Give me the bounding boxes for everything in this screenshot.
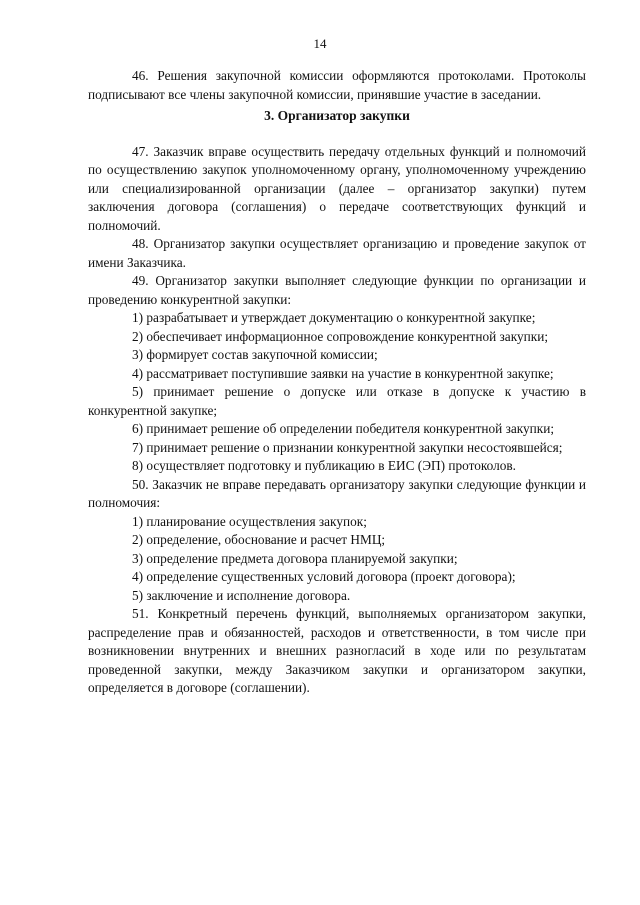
- list-item-49-2: 2) обеспечивает информационное сопровождение конкурентной закупки;: [132, 328, 549, 344]
- page-number: 14: [313, 36, 327, 51]
- paragraph-47: 47. Заказчик вправе осуществить передачу отдельных функций и полномочий по осуществлению закупок уполномоченному органу, уполномоченному учреждению или специализированной организации (далее – организатор закупки) путем заключения договора (соглашения) о передаче соответствующих функций и полномочий.: [88, 143, 586, 233]
- list-item-49-7: 7) принимает решение о признании конкурентной закупки несостоявшейся;: [132, 439, 563, 455]
- paragraph-51: 51. Конкретный перечень функций, выполняемых организатором закупки, распределение прав и обязанностей, расходов и ответственности, в том числе при возникновении внутренних и внешних разногласий в ходе или по результатам проведенной закупки, между Заказчиком закупки и организатором закупки, определяется в договоре (соглашении).: [88, 606, 586, 695]
- section-heading: 3. Организатор закупки: [264, 108, 410, 123]
- list-item-50-2: 2) определение, обоснование и расчет НМЦ;: [132, 532, 386, 547]
- list-item-50-4: 4) определение существенных условий договора (проект договора);: [132, 569, 516, 584]
- list-item-50-5: 5) заключение и исполнение договора.: [132, 587, 351, 603]
- list-item-49-8: 8) осуществляет подготовку и публикацию в ЕИС (ЭП) протоколов.: [132, 458, 516, 473]
- list-item-49-5: 5) принимает решение о допуске или отказе в допуске к участию в конкурентной закупке;: [88, 384, 586, 418]
- list-item-49-1: 1) разрабатывает и утверждает документацию о конкурентной закупке;: [132, 310, 536, 325]
- list-item-49-6: 6) принимает решение об определении победителя конкурентной закупки;: [132, 421, 555, 436]
- paragraph-49: 49. Организатор закупки выполняет следующие функции по организации и проведению конкурентной закупки:: [88, 273, 586, 307]
- paragraph-50: 50. Заказчик не вправе передавать организатору закупки следующие функции и полномочия:: [88, 476, 586, 510]
- list-item-49-3: 3) формирует состав закупочной комиссии;: [132, 347, 378, 362]
- list-item-50-1: 1) планирование осуществления закупок;: [132, 513, 367, 529]
- paragraph-48: 48. Организатор закупки осуществляет организацию и проведение закупок от имени Заказчика.: [88, 236, 586, 270]
- list-item-50-3: 3) определение предмета договора планируемой закупки;: [132, 550, 458, 566]
- paragraph-46: 46. Решения закупочной комиссии оформляются протоколами. Протоколы подписывают все члены закупочной комиссии, принявшие участие в заседании.: [88, 68, 586, 102]
- document-body: [88, 67, 586, 698]
- list-item-49-4: 4) рассматривает поступившие заявки на участие в конкурентной закупке;: [132, 365, 554, 381]
